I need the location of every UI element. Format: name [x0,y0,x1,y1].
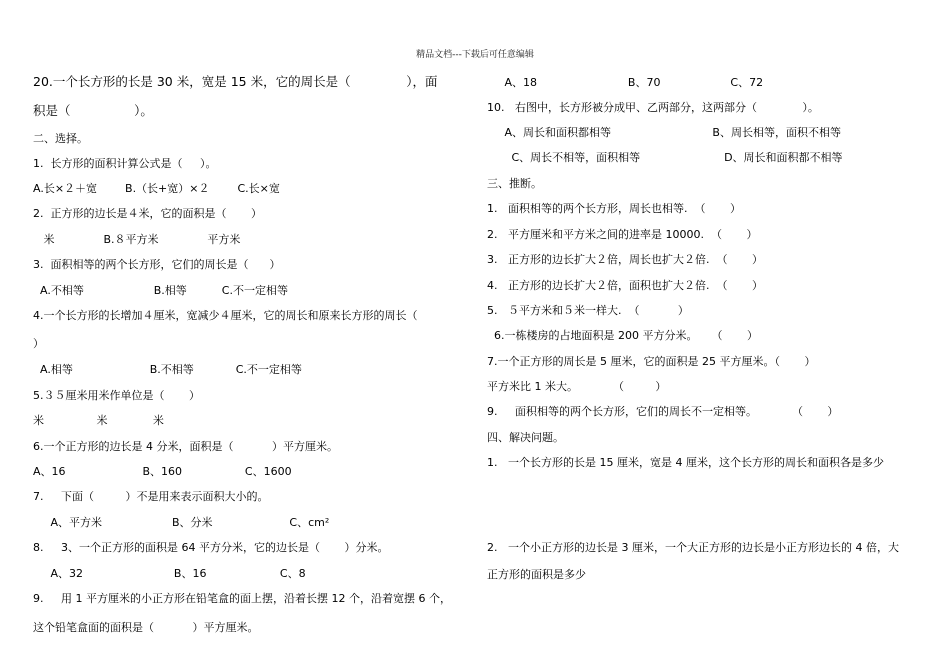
choice-question-9-options: A、18 B、70 C、72 [487,76,764,89]
choice-question-10-options-cd: C、周长不相等，面积相等 D、周长和面积都不相等 [487,151,843,164]
choice-question-6: 6.一个正方形的边长是 4 分米，面积是（ ）平方厘米。 [33,440,338,453]
choice-question-5-options: 米 米 米 [33,414,164,427]
section-heading-choice: 二、选择。 [33,132,88,145]
judge-question-6: 6.一栋楼房的占地面积是 200 平方分米。 （ ） [487,329,758,342]
judge-question-8: 平方米比 1 米大。 （ ） [487,380,667,393]
choice-question-7: 7. 下面（ ）不是用来表示面积大小的。 [33,490,269,503]
choice-question-4: 4.一个长方形的长增加４厘米，宽减少４厘米，它的周长和原来长方形的周长（ [33,309,418,322]
choice-question-10-options-ab: A、周长和面积都相等 B、周长相等，面积不相等 [487,126,841,139]
choice-question-1: 1. 长方形的面积计算公式是（ ）。 [33,157,217,170]
choice-question-2: 2. 正方形的边长是４米，它的面积是（ ） [33,207,262,220]
choice-question-3-options: A.不相等 B.相等 C.不一定相等 [33,284,288,297]
question-20-line-2: 积是（ ）。 [33,103,153,118]
section-heading-solve: 四、解决问题。 [487,431,564,444]
choice-question-8-options: A、32 B、16 C、8 [33,567,306,580]
page-header: 精品文档---下载后可任意编辑 [416,50,534,60]
solve-question-1: 1. 一个长方形的长是 15 厘米，宽是 4 厘米，这个长方形的周长和面积各是多少 [487,456,884,469]
choice-question-4-options: A.相等 B.不相等 C.不一定相等 [33,363,302,376]
choice-question-10: 10. 右图中，长方形被分成甲、乙两部分，这两部分（ ）。 [487,101,819,114]
judge-question-7: 7.一个正方形的周长是 5 厘米，它的面积是 25 平方厘米。（ ） [487,355,816,368]
choice-question-9-cont: 这个铅笔盒面的面积是（ ）平方厘米。 [33,621,259,634]
choice-question-3: 3. 面积相等的两个长方形，它们的周长是（ ） [33,258,281,271]
judge-question-4: 4. 正方形的边长扩大２倍，面积也扩大２倍. （ ） [487,279,763,292]
solve-question-2: 2. 一个小正方形的边长是 3 厘米，一个大正方形的边长是小正方形边长的 4 倍，大 [487,541,899,554]
choice-question-5: 5.３５厘米用米作单位是（ ） [33,389,200,402]
choice-question-9: 9. 用 1 平方厘米的小正方形在铅笔盒的面上摆，沿着长摆 12 个，沿着宽摆 6 个， [33,592,451,605]
choice-question-1-options: A.长×２＋宽 B.（长+宽）×２ C.长×宽 [33,182,280,195]
choice-question-7-options: A、平方米 B、分米 C、cm² [33,516,330,529]
choice-question-4-cont: ） [33,337,44,350]
solve-question-2-cont: 正方形的面积是多少 [487,568,586,581]
section-heading-judge: 三、推断。 [487,177,542,190]
choice-question-6-options: A、16 B、160 C、1600 [33,465,292,478]
choice-question-2-options: 米 B.８平方米 平方米 [33,233,241,246]
choice-question-8: 8. 3、一个正方形的面积是 64 平方分米，它的边长是（ ）分米。 [33,541,389,554]
judge-question-9: 9. 面积相等的两个长方形，它们的周长不一定相等。 （ ） [487,405,839,418]
judge-question-1: 1. 面积相等的两个长方形，周长也相等. （ ） [487,202,741,215]
question-20-line-1: 20.一个长方形的长是 30 米，宽是 15 米，它的周长是（ ），面 [33,74,438,89]
judge-question-3: 3. 正方形的边长扩大２倍，周长也扩大２倍. （ ） [487,253,763,266]
judge-question-2: 2. 平方厘米和平方米之间的进率是 10000. （ ） [487,228,758,241]
judge-question-5: 5. ５平方米和５米一样大. （ ） [487,304,689,317]
